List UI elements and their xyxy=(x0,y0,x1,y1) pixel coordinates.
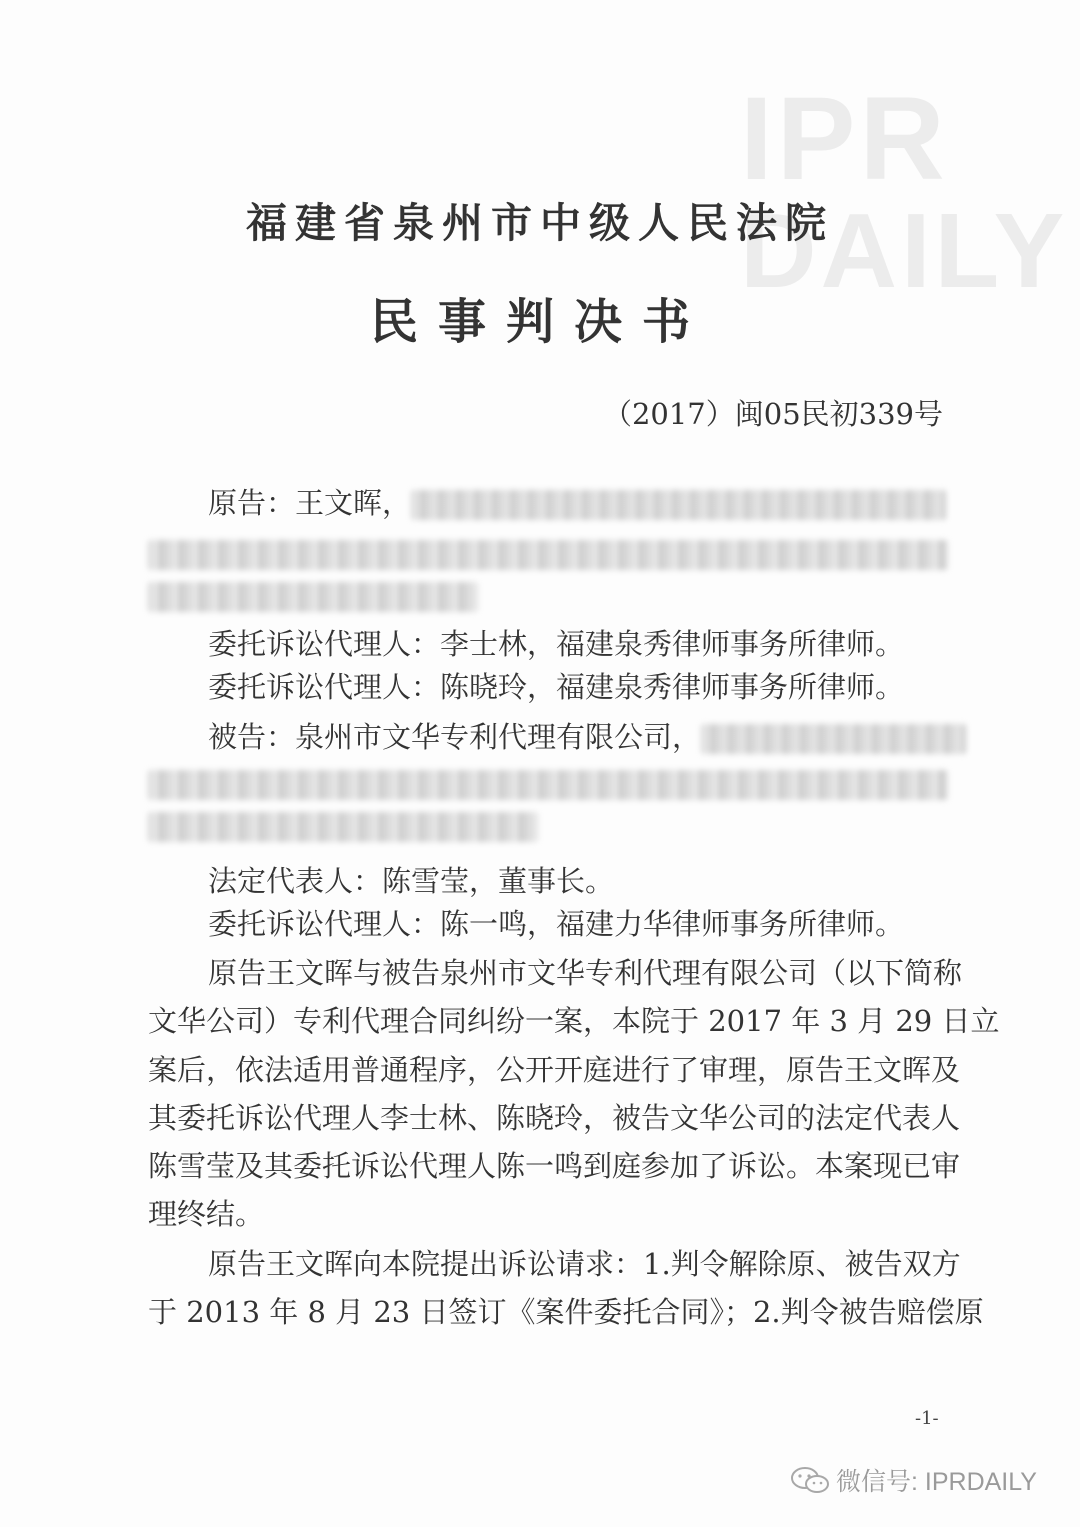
defendant-line xyxy=(208,717,966,757)
paragraph-1-line-5: 陈雪莹及其委托诉讼代理人陈一鸣到庭参加了诉讼。本案现已审 xyxy=(148,1149,961,1183)
redacted-plaintiff-address xyxy=(148,540,948,570)
defendant-label: 被告：泉州市文华专利代理有限公司， xyxy=(208,720,702,754)
redacted-defendant-info xyxy=(701,724,966,754)
watermark-line-1: IPR xyxy=(740,73,949,205)
paragraph-1-line-6: 理终结。 xyxy=(148,1197,265,1231)
redacted-plaintiff-info xyxy=(411,490,946,520)
watermark-line-2: DAILY xyxy=(740,192,1069,310)
case-number: （2017）闽05民初339号 xyxy=(602,397,943,431)
legal-representative: 法定代表人：陈雪莹，董事长。 xyxy=(208,864,615,898)
court-name: 福建省泉州市中级人民法院 xyxy=(246,199,834,247)
wechat-id-label: 微信号: IPRDAILY xyxy=(836,1468,1037,1496)
plaintiff-agent-2: 委托诉讼代理人：陈晓玲，福建泉秀律师事务所律师。 xyxy=(208,670,905,704)
paragraph-1-line-1: 原告王文晖与被告泉州市文华专利代理有限公司（以下简称 xyxy=(208,956,963,990)
redacted-defendant-code xyxy=(148,812,538,842)
redacted-defendant-address xyxy=(148,770,948,800)
document-title: 民事判决书 xyxy=(369,294,710,350)
paragraph-1-line-3: 案后，依法适用普通程序，公开开庭进行了审理，原告王文晖及 xyxy=(148,1053,961,1087)
paragraph-1-line-2: 文华公司）专利代理合同纠纷一案，本院于 2017 年 3 月 29 日立 xyxy=(148,1004,1000,1038)
redacted-plaintiff-id xyxy=(148,582,478,612)
page-number: -1- xyxy=(915,1408,939,1429)
plaintiff-line xyxy=(208,483,946,523)
paragraph-2-line-2: 于 2013 年 8 月 23 日签订《案件委托合同》；2.判令被告赔偿原 xyxy=(148,1295,984,1329)
paragraph-1-line-4: 其委托诉讼代理人李士林、陈晓玲，被告文华公司的法定代表人 xyxy=(148,1101,961,1135)
plaintiff-agent-1: 委托诉讼代理人：李士林，福建泉秀律师事务所律师。 xyxy=(208,627,905,661)
defendant-agent: 委托诉讼代理人：陈一鸣，福建力华律师事务所律师。 xyxy=(208,907,905,941)
paragraph-2-line-1: 原告王文晖向本院提出诉讼请求：1.判令解除原、被告双方 xyxy=(208,1247,961,1281)
wechat-badge xyxy=(790,1462,1037,1498)
plaintiff-label: 原告：王文晖， xyxy=(208,486,412,520)
wechat-icon xyxy=(790,1465,830,1495)
